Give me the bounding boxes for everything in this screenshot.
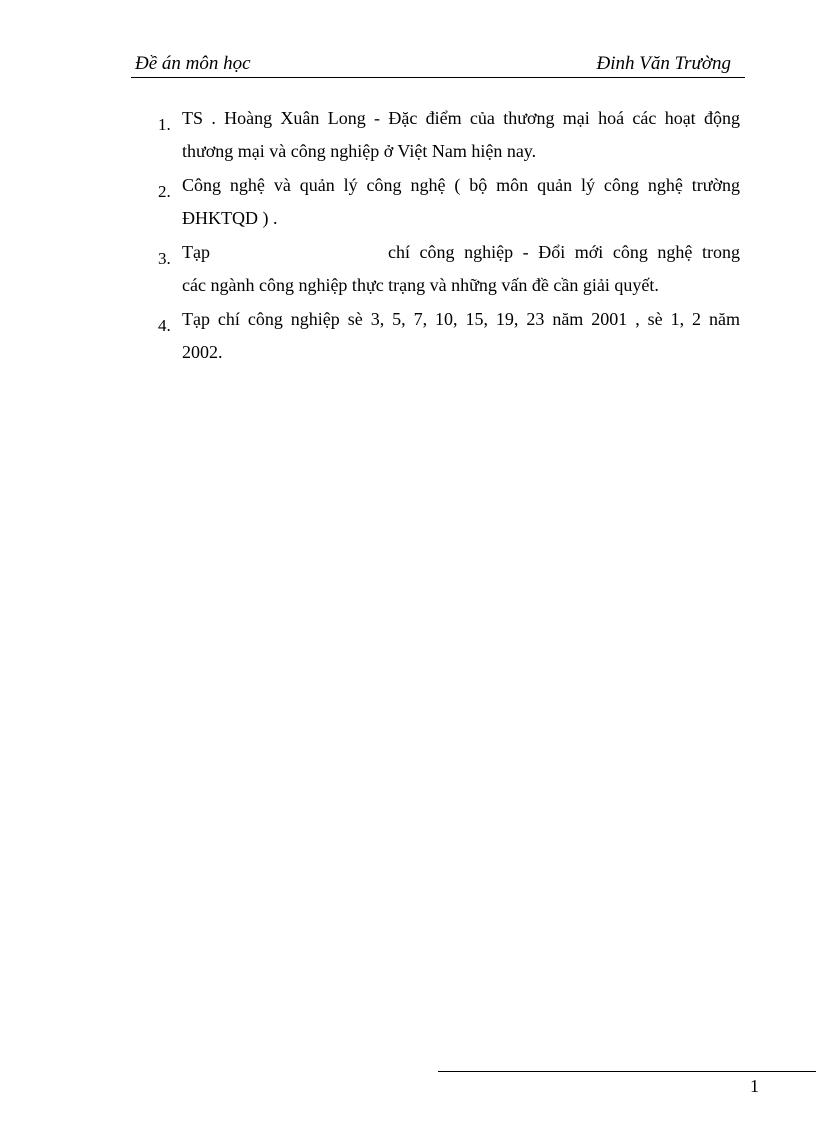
- page-header: [131, 52, 745, 78]
- reference-text-line: 2002.: [182, 342, 223, 362]
- reference-text-line: thương mại và công nghiệp ở Việt Nam hiện nay.: [182, 141, 537, 161]
- reference-item: [158, 102, 740, 168]
- header-author-name: Đinh Văn Trường: [596, 53, 731, 74]
- reference-number: 2.: [158, 182, 171, 201]
- reference-number: 4.: [158, 316, 171, 335]
- reference-number: 3.: [158, 249, 171, 268]
- reference-text-continuation: chí công nghiệp - Đổi mới công nghệ trong: [387, 242, 740, 262]
- reference-text-line: TS . Hoàng Xuân Long - Đặc điểm của thương mại hoá các hoạt động: [182, 108, 740, 128]
- page-number: 1: [750, 1076, 759, 1096]
- reference-item: [158, 169, 740, 235]
- reference-number: 1.: [158, 115, 171, 134]
- reference-text-line: ĐHKTQD ) .: [182, 208, 278, 228]
- reference-text-line: Công nghệ và quản lý công nghệ ( bộ môn quản lý công nghệ trường: [182, 175, 740, 195]
- reference-item: [158, 303, 740, 369]
- reference-text-line: [182, 236, 740, 269]
- footer-divider: [438, 1071, 816, 1072]
- reference-item: [158, 236, 740, 302]
- reference-text-start: Tạp: [182, 242, 210, 262]
- reference-list: [158, 102, 740, 370]
- header-course-title: Đề án môn học: [135, 53, 251, 74]
- reference-text-line: Tạp chí công nghiệp sè 3, 5, 7, 10, 15, 19, 23 năm 2001 , sè 1, 2 năm: [182, 309, 740, 329]
- reference-text-line: các ngành công nghiệp thực trạng và những vấn đề cần giải quyết.: [182, 275, 659, 295]
